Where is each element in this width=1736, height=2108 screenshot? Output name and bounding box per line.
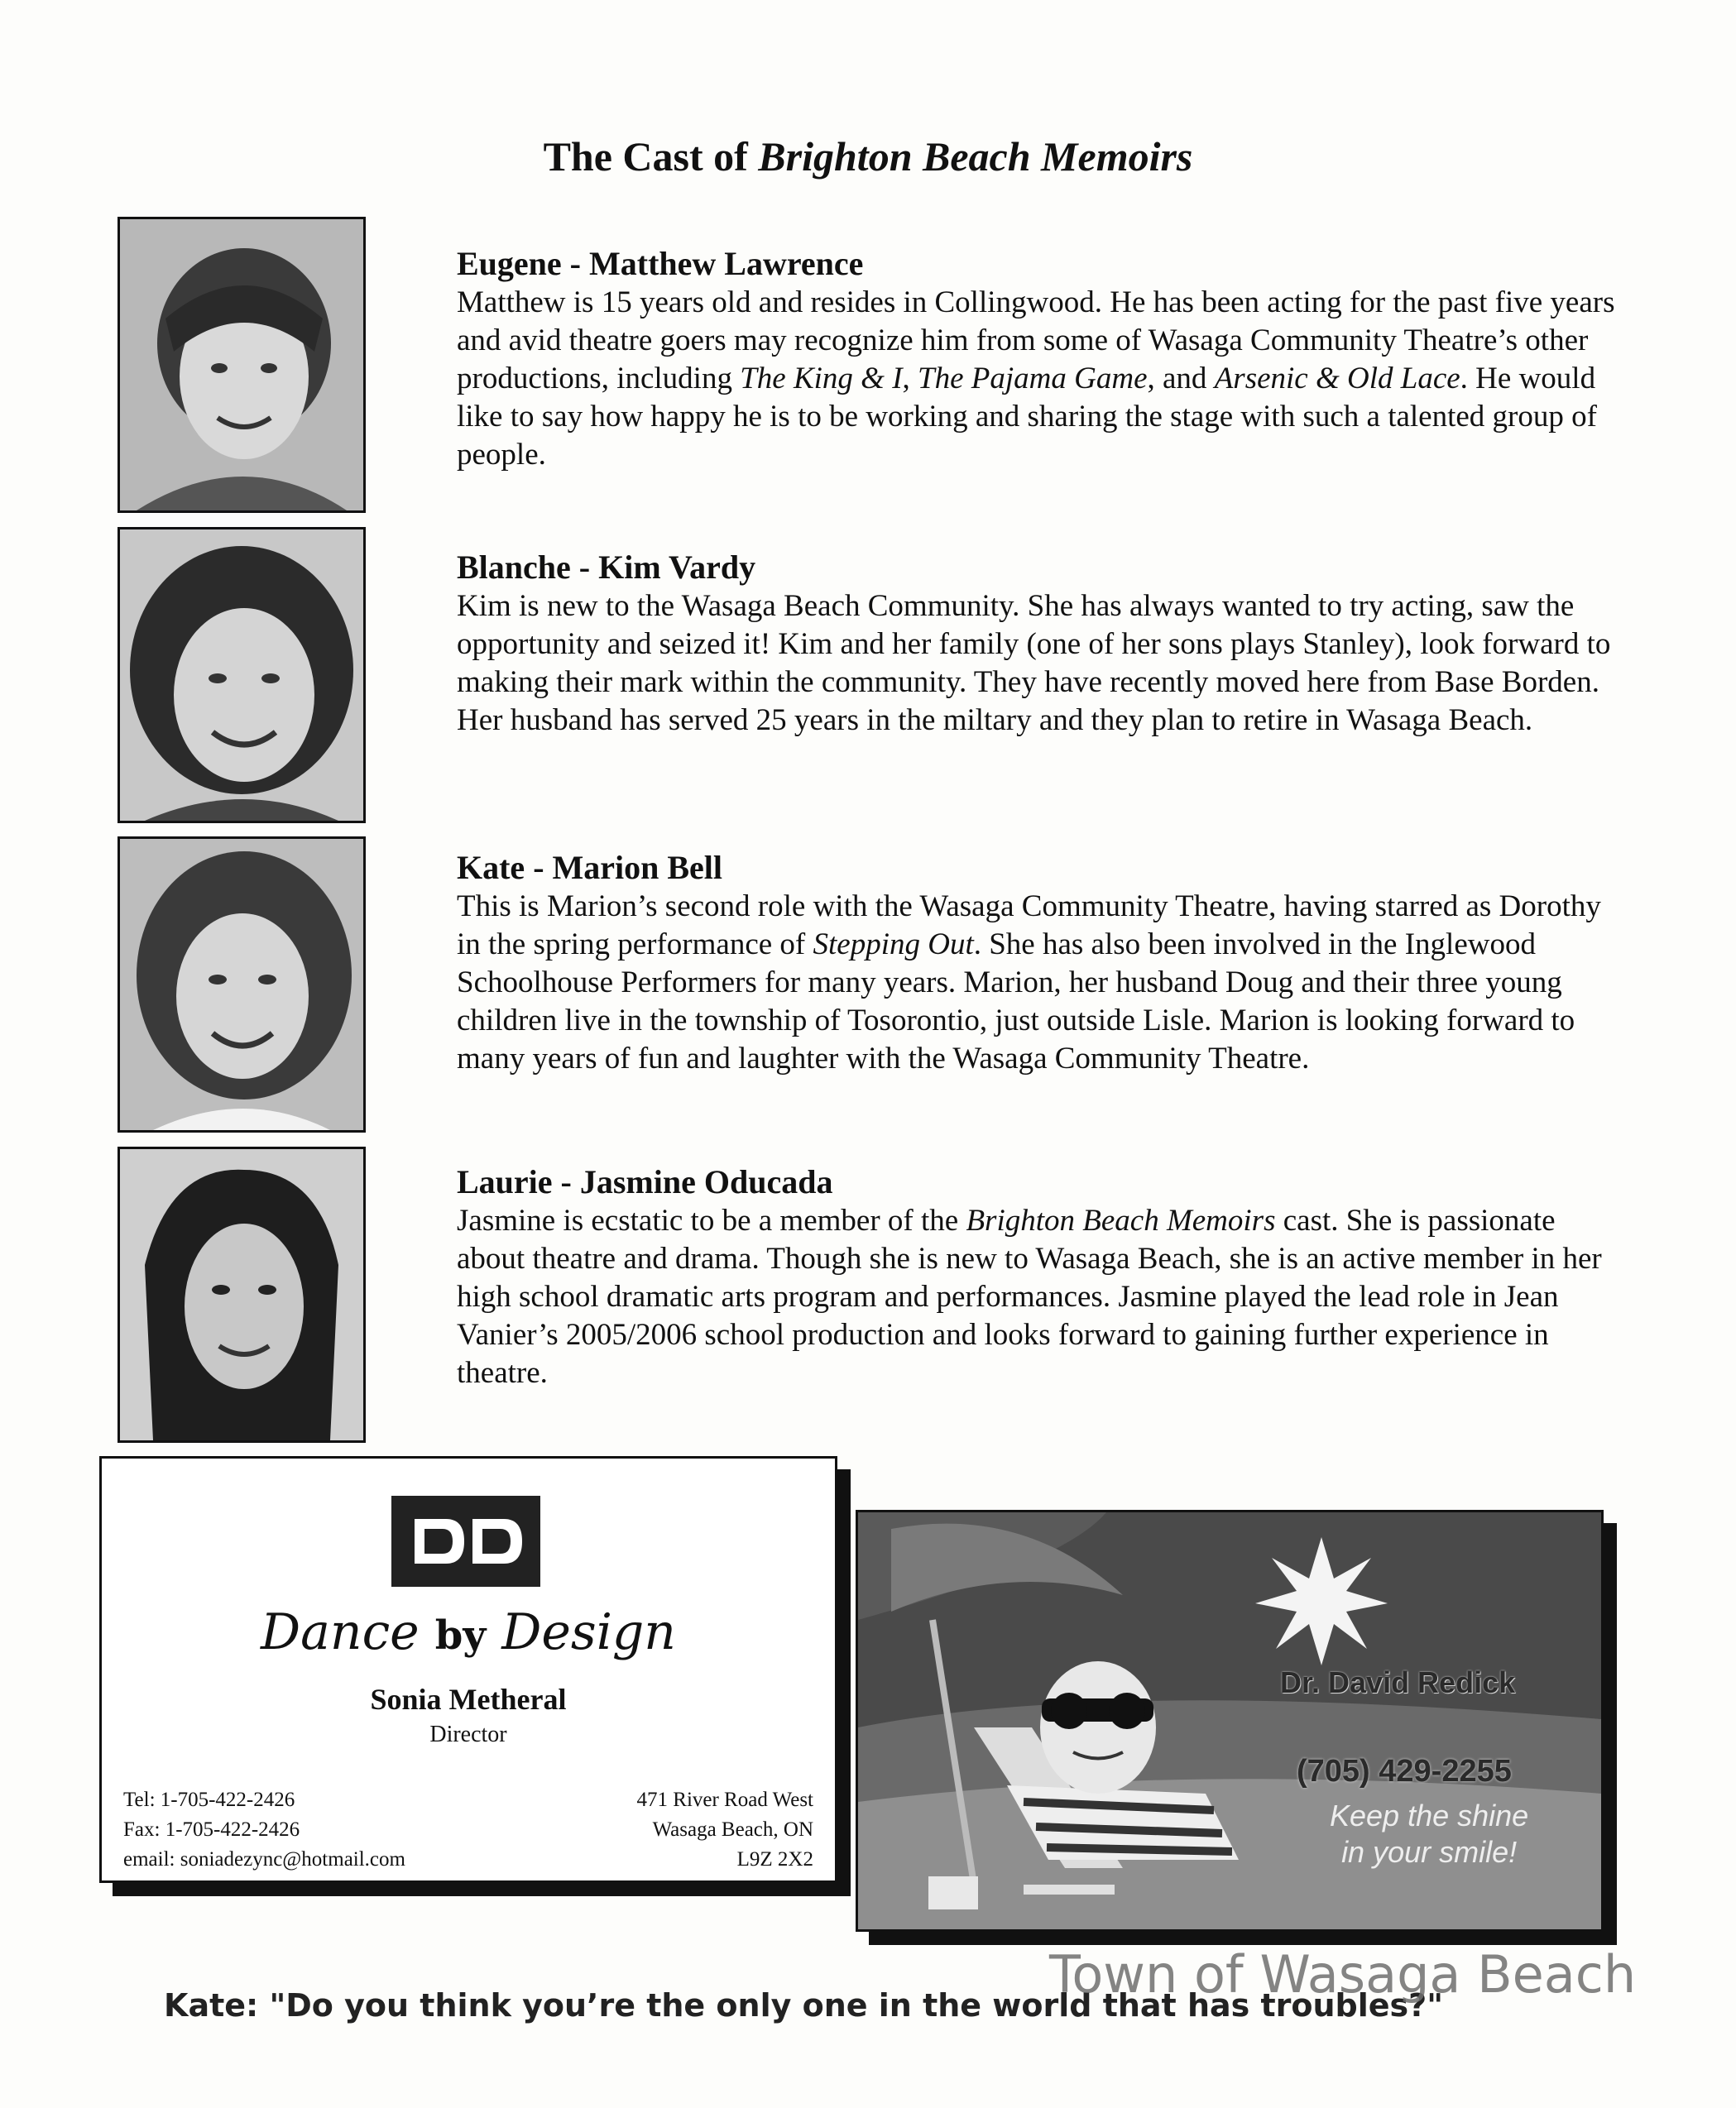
cast-bio	[457, 587, 1615, 740]
email: email: soniadezync@hotmail.com	[123, 1848, 405, 1871]
cast-bio	[457, 284, 1615, 474]
tagline-line: in your smile!	[1341, 1835, 1518, 1869]
contact-details	[123, 1785, 405, 1875]
bio-segment: cast. She is passionate about theatre and drama. Though she is new to Wasaga Beach, she is an active member in her high school dramatic arts program and performances. Jasmine played the lead role in Jean Vanier’s 2005/2006 school production and looks forward to gaining further experience in theatre.	[457, 1204, 1602, 1390]
photo-laurie	[117, 1147, 366, 1443]
cast-name: Laurie - Jasmine Oducada	[457, 1163, 833, 1200]
tagline-line: Keep the shine	[1330, 1799, 1529, 1833]
cast-bio	[457, 1202, 1615, 1392]
cast-name: Blanche - Kim Vardy	[457, 549, 756, 586]
cast-bio	[457, 888, 1615, 1078]
contact-role: Director	[429, 1722, 507, 1747]
bio-blanche	[457, 548, 1615, 740]
title-italic: The Pajama Game	[918, 362, 1148, 395]
photo-eugene	[117, 217, 366, 513]
portrait-image	[120, 529, 363, 821]
bio-segment: . He would like to say how happy he is to be working and sharing the stage with such a talented group of people.	[457, 362, 1597, 472]
address-line: 471 River Road West	[636, 1789, 813, 1811]
bio-eugene	[457, 244, 1615, 474]
fax: Fax: 1-705-422-2426	[123, 1818, 300, 1841]
bio-segment: , and	[1147, 362, 1215, 395]
watermark: Town of Wasaga Beach	[1049, 1944, 1637, 2005]
title-italic: Arsenic & Old Lace	[1214, 362, 1460, 395]
portrait-image	[120, 1149, 363, 1440]
dentist-name: Dr. David Redick	[1280, 1665, 1516, 1699]
bio-segment: . She has also been involved in the Inglewood Schoolhouse Performers for many years. Marion, her husband Doug and their three young children live in the township of Tosorontio, just outside Lisle. Marion is looking forward to many years of fun and laughter with the Wasaga Community Theatre.	[457, 927, 1575, 1076]
portrait-image	[120, 219, 363, 510]
dance-by-design-wordmark: Dance by Design	[261, 1603, 676, 1661]
bio-segment: Matthew is 15 years old and resides in Collingwood. He has been acting for the past five years and avid theatre goers may recognize him from some of Wasaga Community Theatre’s other productions, including	[457, 285, 1615, 395]
tel: Tel: 1-705-422-2426	[123, 1789, 295, 1811]
address-line: L9Z 2X2	[736, 1848, 813, 1871]
bio-segment: Kim is new to the Wasaga Beach Community. She has always wanted to try acting, saw the opportunity and seized it! Kim and her family (one of her sons plays Stanley), look forward to making their mark within the community. They have recently moved here from Base Borden. Her husband has served 25 years in the miltary and they plan to retire in Wasaga Beach.	[457, 589, 1611, 737]
page-title: The Cast of Brighton Beach Memoirs	[543, 133, 1193, 180]
title-italic: The King & I	[740, 362, 903, 395]
dentist-phone: (705) 429-2255	[1297, 1754, 1512, 1789]
dance-by-design-logo-icon	[391, 1496, 540, 1587]
dentist-tagline	[1330, 1798, 1528, 1871]
bio-segment: ,	[902, 362, 918, 395]
bio-kate	[457, 848, 1615, 1078]
portrait-image	[120, 839, 363, 1130]
address	[637, 1785, 813, 1875]
bio-segment: This is Marion’s second role with the Wasaga Community Theatre, having starred as Dorothy in the spring performance of	[457, 889, 1601, 961]
title-italic: Stepping Out	[813, 927, 974, 961]
ad-dance-by-design	[99, 1456, 837, 1883]
bio-laurie	[457, 1162, 1615, 1392]
title-italic: Brighton Beach Memoirs	[966, 1204, 1276, 1238]
cast-name: Eugene - Matthew Lawrence	[457, 245, 864, 282]
contact-name: Sonia Metheral	[370, 1683, 567, 1716]
photo-blanche	[117, 527, 366, 823]
play-quote: Kate: "Do you think you’re the only one in the world that has troubles?"	[164, 1987, 1444, 2024]
address-line: Wasaga Beach, ON	[652, 1818, 813, 1841]
bio-segment: Jasmine is ecstatic to be a member of the	[457, 1204, 966, 1238]
cast-name: Kate - Marion Bell	[457, 849, 723, 886]
ad-dentist	[856, 1510, 1604, 1932]
photo-kate	[117, 836, 366, 1133]
